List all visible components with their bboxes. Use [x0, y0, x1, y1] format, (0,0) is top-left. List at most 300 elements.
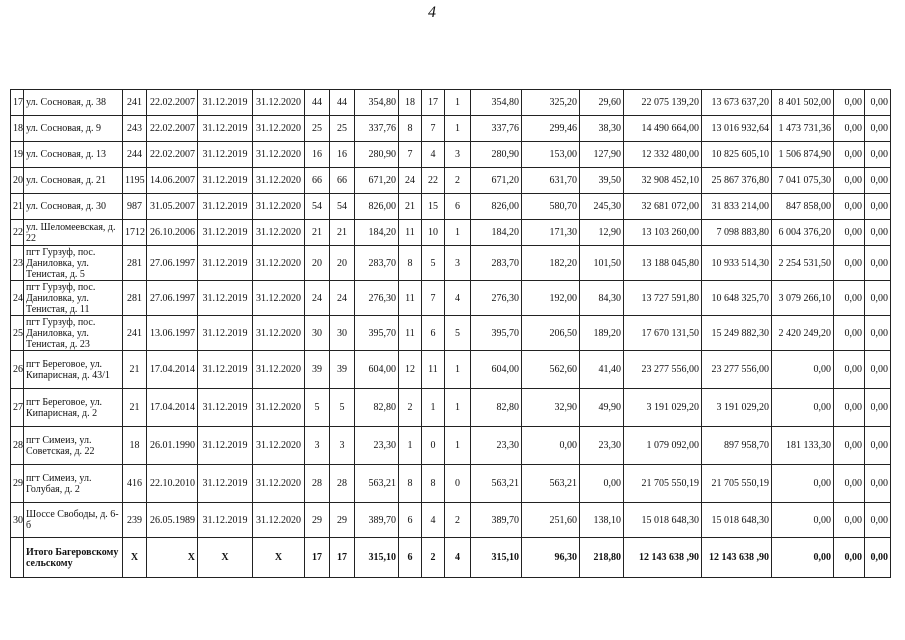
cell-row-number: 28: [11, 427, 24, 465]
cell-area: 389,70: [355, 503, 399, 538]
table-row: [11, 538, 891, 578]
cell-build-year: 239: [123, 503, 147, 538]
cell-date-plan: 31.12.2019: [198, 194, 253, 220]
cell-date-plan: 31.12.2019: [198, 427, 253, 465]
cell-zero-2: 0,00: [865, 168, 891, 194]
table-row: [11, 427, 891, 465]
cell-row-number: 21: [11, 194, 24, 220]
cell-row-number: 19: [11, 142, 24, 168]
cell-cost-total: 32 681 072,00: [624, 194, 702, 220]
cell-row-number: 17: [11, 90, 24, 116]
cell-date-start: X: [147, 538, 198, 578]
cell-row-number: 26: [11, 351, 24, 389]
cell-cost-total: 13 103 260,00: [624, 220, 702, 246]
cell-zero-1: 0,00: [834, 538, 865, 578]
cell-count-2: 39: [330, 351, 355, 389]
cell-area-total: 337,76: [471, 116, 522, 142]
cell-date-plan: X: [198, 538, 253, 578]
cell-flats-total: 21: [399, 194, 422, 220]
cell-zero-2: 0,00: [865, 389, 891, 427]
cell-area-a: 325,20: [522, 90, 580, 116]
cell-count-2: 28: [330, 465, 355, 503]
cell-flats-b: 5: [445, 316, 471, 351]
cell-date-end: 31.12.2020: [253, 351, 305, 389]
cell-count-2: 44: [330, 90, 355, 116]
cell-date-start: 13.06.1997: [147, 316, 198, 351]
table-row: [11, 389, 891, 427]
cell-row-number: 29: [11, 465, 24, 503]
cell-date-plan: 31.12.2019: [198, 168, 253, 194]
cell-zero-2: 0,00: [865, 427, 891, 465]
cell-build-year: 281: [123, 246, 147, 281]
table-row: [11, 281, 891, 316]
cell-cost-a: 13 673 637,20: [702, 90, 772, 116]
cell-flats-total: 8: [399, 116, 422, 142]
cell-flats-total: 6: [399, 503, 422, 538]
cell-flats-b: 1: [445, 116, 471, 142]
cell-area-b: 189,20: [580, 316, 624, 351]
cell-zero-2: 0,00: [865, 194, 891, 220]
cell-area: 826,00: [355, 194, 399, 220]
cell-area: 395,70: [355, 316, 399, 351]
cell-flats-b: 1: [445, 90, 471, 116]
cell-address: пгт Гурзуф, пос. Даниловка, ул. Тенистая, д. 23: [24, 316, 123, 351]
cell-address: пгт Симеиз, ул. Голубая, д. 2: [24, 465, 123, 503]
cell-zero-1: 0,00: [834, 281, 865, 316]
cell-count-1: 29: [305, 503, 330, 538]
cell-date-start: 22.02.2007: [147, 90, 198, 116]
cell-flats-total: 2: [399, 389, 422, 427]
cell-area: 82,80: [355, 389, 399, 427]
table-row: [11, 316, 891, 351]
cell-area-a: 299,46: [522, 116, 580, 142]
cell-date-start: 26.10.2006: [147, 220, 198, 246]
cell-area-total: 826,00: [471, 194, 522, 220]
cell-count-2: 3: [330, 427, 355, 465]
cell-zero-1: 0,00: [834, 90, 865, 116]
cell-address: ул. Шеломеевская, д. 22: [24, 220, 123, 246]
cell-flats-b: 1: [445, 351, 471, 389]
cell-date-end: 31.12.2020: [253, 427, 305, 465]
cell-zero-2: 0,00: [865, 316, 891, 351]
cell-area-b: 23,30: [580, 427, 624, 465]
cell-flats-a: 10: [422, 220, 445, 246]
cell-count-1: 28: [305, 465, 330, 503]
cell-row-number: 25: [11, 316, 24, 351]
cell-zero-1: 0,00: [834, 194, 865, 220]
cell-flats-b: 3: [445, 246, 471, 281]
cell-zero-1: 0,00: [834, 142, 865, 168]
cell-cost-total: 12 143 638 ,90: [624, 538, 702, 578]
cell-area-a: 563,21: [522, 465, 580, 503]
cell-count-1: 44: [305, 90, 330, 116]
cell-count-1: 30: [305, 316, 330, 351]
cell-area-a: 631,70: [522, 168, 580, 194]
cell-flats-a: 22: [422, 168, 445, 194]
cell-count-1: 3: [305, 427, 330, 465]
cell-area: 184,20: [355, 220, 399, 246]
cell-cost-b: 181 133,30: [772, 427, 834, 465]
table-row: [11, 116, 891, 142]
cell-zero-2: 0,00: [865, 538, 891, 578]
cell-zero-2: 0,00: [865, 465, 891, 503]
cell-area: 354,80: [355, 90, 399, 116]
cell-zero-2: 0,00: [865, 281, 891, 316]
cell-row-number: 20: [11, 168, 24, 194]
cell-count-1: 21: [305, 220, 330, 246]
cell-count-2: 5: [330, 389, 355, 427]
cell-zero-1: 0,00: [834, 246, 865, 281]
cell-cost-a: 23 277 556,00: [702, 351, 772, 389]
cell-date-end: 31.12.2020: [253, 220, 305, 246]
cell-count-1: 25: [305, 116, 330, 142]
cell-date-plan: 31.12.2019: [198, 246, 253, 281]
cell-count-1: 17: [305, 538, 330, 578]
cell-flats-a: 7: [422, 281, 445, 316]
cell-count-1: 54: [305, 194, 330, 220]
cell-area: 671,20: [355, 168, 399, 194]
cell-cost-a: 10 648 325,70: [702, 281, 772, 316]
cell-flats-total: 8: [399, 465, 422, 503]
cell-zero-1: 0,00: [834, 316, 865, 351]
cell-count-1: 39: [305, 351, 330, 389]
cell-area: 604,00: [355, 351, 399, 389]
cell-area-a: 153,00: [522, 142, 580, 168]
cell-area-b: 41,40: [580, 351, 624, 389]
cell-flats-total: 24: [399, 168, 422, 194]
cell-flats-total: 1: [399, 427, 422, 465]
cell-cost-b: 1 506 874,90: [772, 142, 834, 168]
cell-area: 23,30: [355, 427, 399, 465]
cell-flats-total: 11: [399, 220, 422, 246]
cell-address: ул. Сосновая, д. 9: [24, 116, 123, 142]
cell-area: 563,21: [355, 465, 399, 503]
cell-zero-1: 0,00: [834, 427, 865, 465]
cell-date-start: 22.10.2010: [147, 465, 198, 503]
cell-area: 337,76: [355, 116, 399, 142]
cell-cost-total: 12 332 480,00: [624, 142, 702, 168]
cell-date-start: 22.02.2007: [147, 116, 198, 142]
cell-cost-a: 12 143 638 ,90: [702, 538, 772, 578]
cell-area-a: 192,00: [522, 281, 580, 316]
cell-zero-2: 0,00: [865, 246, 891, 281]
cell-row-number: 24: [11, 281, 24, 316]
cell-cost-total: 23 277 556,00: [624, 351, 702, 389]
cell-address: Шоссе Свободы, д. 6-б: [24, 503, 123, 538]
cell-flats-a: 17: [422, 90, 445, 116]
cell-count-2: 29: [330, 503, 355, 538]
cell-flats-a: 6: [422, 316, 445, 351]
cell-count-2: 20: [330, 246, 355, 281]
cell-cost-a: 25 867 376,80: [702, 168, 772, 194]
cell-cost-a: 15 018 648,30: [702, 503, 772, 538]
cell-zero-1: 0,00: [834, 168, 865, 194]
cell-count-1: 20: [305, 246, 330, 281]
cell-date-plan: 31.12.2019: [198, 281, 253, 316]
cell-flats-b: 3: [445, 142, 471, 168]
cell-cost-a: 13 016 932,64: [702, 116, 772, 142]
cell-count-2: 30: [330, 316, 355, 351]
cell-date-plan: 31.12.2019: [198, 116, 253, 142]
cell-area-a: 206,50: [522, 316, 580, 351]
cell-flats-a: 5: [422, 246, 445, 281]
cell-build-year: 1712: [123, 220, 147, 246]
cell-area-a: 182,20: [522, 246, 580, 281]
cell-cost-b: 0,00: [772, 538, 834, 578]
table-row: [11, 168, 891, 194]
cell-area-a: 0,00: [522, 427, 580, 465]
cell-cost-a: 10 825 605,10: [702, 142, 772, 168]
cell-area-b: 0,00: [580, 465, 624, 503]
cell-area-total: 82,80: [471, 389, 522, 427]
cell-cost-b: 847 858,00: [772, 194, 834, 220]
cell-flats-b: 4: [445, 538, 471, 578]
cell-flats-b: 6: [445, 194, 471, 220]
cell-area-total: 671,20: [471, 168, 522, 194]
cell-area: 280,90: [355, 142, 399, 168]
data-table: [10, 89, 891, 578]
cell-flats-total: 11: [399, 281, 422, 316]
cell-flats-a: 15: [422, 194, 445, 220]
cell-flats-a: 8: [422, 465, 445, 503]
cell-zero-2: 0,00: [865, 90, 891, 116]
cell-count-1: 5: [305, 389, 330, 427]
table-row: [11, 503, 891, 538]
cell-cost-total: 13 188 045,80: [624, 246, 702, 281]
page-number: 4: [428, 4, 436, 21]
cell-zero-1: 0,00: [834, 465, 865, 503]
cell-area: 283,70: [355, 246, 399, 281]
cell-cost-total: 1 079 092,00: [624, 427, 702, 465]
cell-date-end: 31.12.2020: [253, 90, 305, 116]
cell-cost-a: 3 191 029,20: [702, 389, 772, 427]
cell-flats-b: 1: [445, 427, 471, 465]
cell-build-year: 18: [123, 427, 147, 465]
cell-count-2: 24: [330, 281, 355, 316]
cell-flats-total: 12: [399, 351, 422, 389]
cell-address: ул. Сосновая, д. 38: [24, 90, 123, 116]
cell-count-2: 21: [330, 220, 355, 246]
cell-flats-b: 2: [445, 503, 471, 538]
cell-area-total: 23,30: [471, 427, 522, 465]
cell-build-year: 244: [123, 142, 147, 168]
table-row: [11, 90, 891, 116]
cell-date-start: 26.05.1989: [147, 503, 198, 538]
cell-zero-2: 0,00: [865, 116, 891, 142]
cell-count-2: 66: [330, 168, 355, 194]
cell-date-end: 31.12.2020: [253, 389, 305, 427]
cell-date-start: 17.04.2014: [147, 389, 198, 427]
cell-count-2: 25: [330, 116, 355, 142]
cell-address: пгт Береговое, ул. Кипарисная, д. 43/1: [24, 351, 123, 389]
cell-area-total: 354,80: [471, 90, 522, 116]
cell-build-year: 987: [123, 194, 147, 220]
cell-build-year: 416: [123, 465, 147, 503]
cell-date-plan: 31.12.2019: [198, 90, 253, 116]
cell-build-year: 241: [123, 90, 147, 116]
cell-count-1: 16: [305, 142, 330, 168]
cell-date-plan: 31.12.2019: [198, 389, 253, 427]
cell-zero-2: 0,00: [865, 142, 891, 168]
cell-build-year: 241: [123, 316, 147, 351]
cell-flats-b: 2: [445, 168, 471, 194]
cell-build-year: 243: [123, 116, 147, 142]
cell-area-total: 315,10: [471, 538, 522, 578]
cell-date-end: 31.12.2020: [253, 116, 305, 142]
cell-flats-total: 7: [399, 142, 422, 168]
cell-cost-b: 0,00: [772, 389, 834, 427]
cell-row-number: 23: [11, 246, 24, 281]
cell-area-total: 276,30: [471, 281, 522, 316]
cell-cost-total: 32 908 452,10: [624, 168, 702, 194]
cell-area-total: 280,90: [471, 142, 522, 168]
cell-flats-a: 1: [422, 389, 445, 427]
cell-area-total: 604,00: [471, 351, 522, 389]
cell-area-total: 389,70: [471, 503, 522, 538]
cell-cost-b: 0,00: [772, 351, 834, 389]
cell-date-end: 31.12.2020: [253, 281, 305, 316]
cell-flats-a: 4: [422, 503, 445, 538]
cell-area-b: 29,60: [580, 90, 624, 116]
cell-area-total: 563,21: [471, 465, 522, 503]
cell-cost-a: 897 958,70: [702, 427, 772, 465]
cell-row-number: 22: [11, 220, 24, 246]
cell-date-plan: 31.12.2019: [198, 351, 253, 389]
cell-flats-a: 0: [422, 427, 445, 465]
cell-area-b: 245,30: [580, 194, 624, 220]
cell-area-a: 580,70: [522, 194, 580, 220]
cell-area-a: 32,90: [522, 389, 580, 427]
table-row: [11, 351, 891, 389]
cell-cost-a: 7 098 883,80: [702, 220, 772, 246]
cell-zero-1: 0,00: [834, 116, 865, 142]
cell-area-b: 84,30: [580, 281, 624, 316]
table-row: [11, 142, 891, 168]
cell-date-plan: 31.12.2019: [198, 316, 253, 351]
cell-build-year: X: [123, 538, 147, 578]
cell-cost-total: 15 018 648,30: [624, 503, 702, 538]
cell-date-end: 31.12.2020: [253, 194, 305, 220]
cell-flats-total: 8: [399, 246, 422, 281]
cell-date-start: 31.05.2007: [147, 194, 198, 220]
cell-count-1: 24: [305, 281, 330, 316]
cell-address: ул. Сосновая, д. 30: [24, 194, 123, 220]
cell-area-b: 12,90: [580, 220, 624, 246]
cell-build-year: 1195: [123, 168, 147, 194]
cell-date-start: 22.02.2007: [147, 142, 198, 168]
cell-cost-total: 13 727 591,80: [624, 281, 702, 316]
cell-cost-b: 6 004 376,20: [772, 220, 834, 246]
cell-date-end: 31.12.2020: [253, 316, 305, 351]
cell-date-end: 31.12.2020: [253, 503, 305, 538]
cell-date-plan: 31.12.2019: [198, 465, 253, 503]
cell-cost-total: 14 490 664,00: [624, 116, 702, 142]
cell-zero-1: 0,00: [834, 351, 865, 389]
cell-cost-b: 7 041 075,30: [772, 168, 834, 194]
cell-date-start: 14.06.2007: [147, 168, 198, 194]
cell-area-b: 218,80: [580, 538, 624, 578]
cell-date-start: 27.06.1997: [147, 281, 198, 316]
cell-zero-2: 0,00: [865, 503, 891, 538]
cell-date-start: 26.01.1990: [147, 427, 198, 465]
cell-row-number: 18: [11, 116, 24, 142]
cell-flats-b: 1: [445, 220, 471, 246]
cell-area-b: 49,90: [580, 389, 624, 427]
cell-count-2: 54: [330, 194, 355, 220]
cell-cost-b: 0,00: [772, 503, 834, 538]
cell-address: Итого Багеровскому сельскому: [24, 538, 123, 578]
cell-address: пгт Гурзуф, пос. Даниловка, ул. Тенистая, д. 11: [24, 281, 123, 316]
cell-area-b: 101,50: [580, 246, 624, 281]
cell-cost-b: 8 401 502,00: [772, 90, 834, 116]
cell-date-end: 31.12.2020: [253, 465, 305, 503]
cell-area-a: 96,30: [522, 538, 580, 578]
cell-cost-a: 10 933 514,30: [702, 246, 772, 281]
cell-address: пгт Гурзуф, пос. Даниловка, ул. Тенистая, д. 5: [24, 246, 123, 281]
cell-address: ул. Сосновая, д. 13: [24, 142, 123, 168]
cell-flats-b: 4: [445, 281, 471, 316]
cell-area-b: 39,50: [580, 168, 624, 194]
cell-zero-2: 0,00: [865, 220, 891, 246]
cell-area: 315,10: [355, 538, 399, 578]
cell-date-plan: 31.12.2019: [198, 503, 253, 538]
cell-cost-total: 21 705 550,19: [624, 465, 702, 503]
cell-area-b: 127,90: [580, 142, 624, 168]
cell-address: пгт Симеиз, ул. Советская, д. 22: [24, 427, 123, 465]
cell-address: ул. Сосновая, д. 21: [24, 168, 123, 194]
cell-cost-a: 31 833 214,00: [702, 194, 772, 220]
cell-cost-b: 3 079 266,10: [772, 281, 834, 316]
cell-flats-total: 11: [399, 316, 422, 351]
cell-flats-a: 7: [422, 116, 445, 142]
cell-date-start: 27.06.1997: [147, 246, 198, 281]
cell-cost-total: 22 075 139,20: [624, 90, 702, 116]
cell-cost-total: 3 191 029,20: [624, 389, 702, 427]
cell-count-1: 66: [305, 168, 330, 194]
cell-flats-b: 0: [445, 465, 471, 503]
cell-row-number: 27: [11, 389, 24, 427]
cell-area-total: 184,20: [471, 220, 522, 246]
cell-count-2: 16: [330, 142, 355, 168]
cell-address: пгт Береговое, ул. Кипарисная, д. 2: [24, 389, 123, 427]
cell-area-total: 283,70: [471, 246, 522, 281]
cell-cost-b: 0,00: [772, 465, 834, 503]
cell-area: 276,30: [355, 281, 399, 316]
cell-flats-total: 18: [399, 90, 422, 116]
cell-cost-a: 15 249 882,30: [702, 316, 772, 351]
cell-build-year: 21: [123, 351, 147, 389]
cell-area-a: 171,30: [522, 220, 580, 246]
cell-row-number: [11, 538, 24, 578]
table-row: [11, 246, 891, 281]
cell-zero-2: 0,00: [865, 351, 891, 389]
cell-date-end: 31.12.2020: [253, 142, 305, 168]
cell-area-b: 38,30: [580, 116, 624, 142]
cell-flats-a: 11: [422, 351, 445, 389]
cell-build-year: 281: [123, 281, 147, 316]
cell-flats-a: 4: [422, 142, 445, 168]
table-row: [11, 194, 891, 220]
table-row: [11, 465, 891, 503]
cell-count-2: 17: [330, 538, 355, 578]
cell-row-number: 30: [11, 503, 24, 538]
cell-date-end: X: [253, 538, 305, 578]
cell-date-plan: 31.12.2019: [198, 220, 253, 246]
cell-zero-1: 0,00: [834, 503, 865, 538]
cell-area-a: 562,60: [522, 351, 580, 389]
cell-zero-1: 0,00: [834, 389, 865, 427]
cell-date-start: 17.04.2014: [147, 351, 198, 389]
